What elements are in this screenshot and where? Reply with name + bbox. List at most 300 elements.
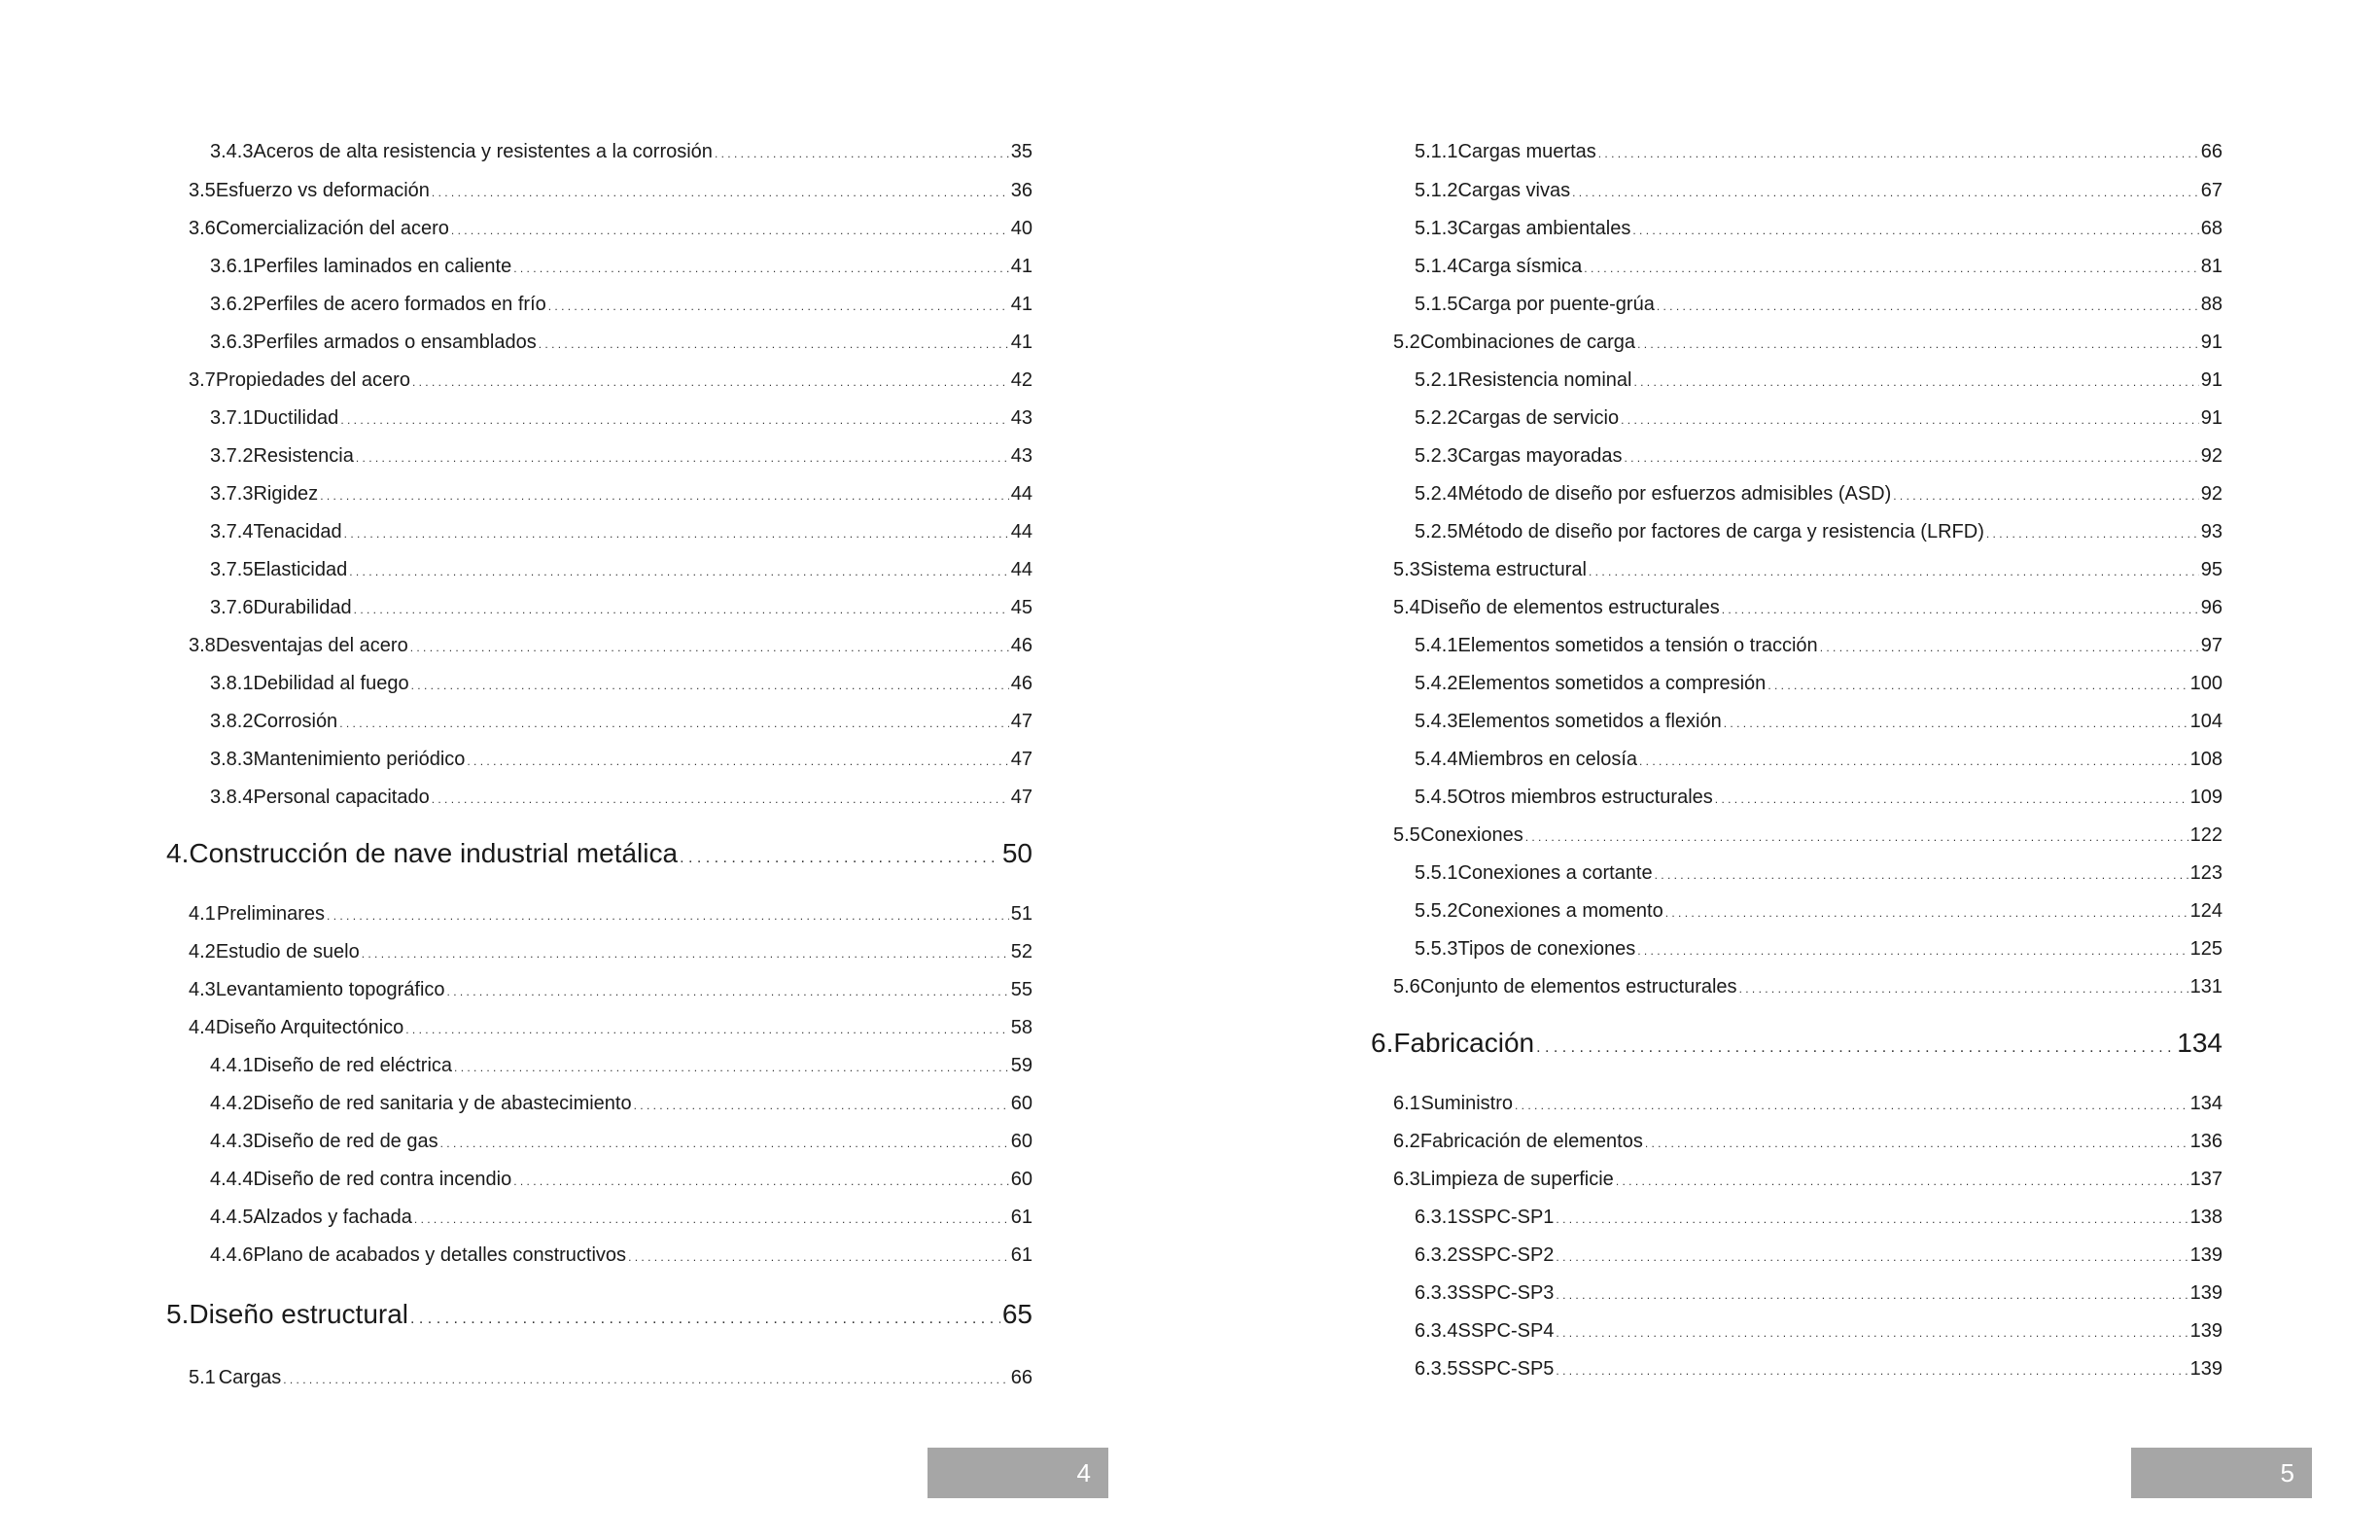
dot-leader bbox=[1633, 367, 2198, 396]
dot-leader bbox=[1589, 556, 2199, 585]
toc-entry-page: 50 bbox=[1001, 838, 1032, 868]
toc-entry-number: 3.6.1 bbox=[210, 256, 254, 277]
toc-entry-number: 6.3.3 bbox=[1415, 1282, 1458, 1304]
toc-entry-title: Mantenimiento periódico bbox=[253, 749, 466, 770]
toc-entry[interactable] bbox=[210, 518, 1032, 547]
toc-entry-number: 5.2.2 bbox=[1415, 407, 1458, 429]
dot-leader bbox=[1632, 215, 2198, 244]
toc-entry-title: Elementos sometidos a compresión bbox=[1457, 673, 1767, 694]
toc-entry[interactable] bbox=[210, 1242, 1032, 1271]
dot-leader bbox=[1556, 1204, 2188, 1233]
toc-entry-page: 42 bbox=[1010, 369, 1032, 391]
toc-entry-title: Fabricación bbox=[1393, 1028, 1535, 1058]
toc-entry-page: 137 bbox=[2189, 1169, 2222, 1190]
dot-leader bbox=[1655, 859, 2188, 889]
toc-entry-title: Cargas mayoradas bbox=[1457, 445, 1623, 467]
toc-entry-page: 92 bbox=[2200, 445, 2222, 467]
toc-entry-title: Ductilidad bbox=[253, 407, 339, 429]
toc-entry-number: 6.3.5 bbox=[1415, 1358, 1458, 1380]
toc-entry[interactable] bbox=[1393, 329, 2222, 358]
toc-entry-page: 61 bbox=[1010, 1244, 1032, 1266]
toc-entry[interactable] bbox=[210, 1166, 1032, 1195]
toc-entry[interactable] bbox=[210, 291, 1032, 320]
toc-entry[interactable] bbox=[1393, 973, 2222, 1002]
toc-entry-page: 67 bbox=[2200, 180, 2222, 201]
toc-entry-page: 131 bbox=[2189, 976, 2222, 998]
toc-entry-number: 3.6.3 bbox=[210, 332, 254, 353]
toc-entry[interactable] bbox=[1415, 291, 2222, 320]
dot-leader bbox=[1637, 329, 2199, 358]
toc-entry-title: Propiedades del acero bbox=[215, 369, 410, 391]
toc-entry-title: SSPC-SP3 bbox=[1457, 1282, 1555, 1304]
toc-entry[interactable] bbox=[210, 594, 1032, 623]
toc-entry-page: 134 bbox=[2177, 1028, 2222, 1058]
toc-entry-title: Tenacidad bbox=[253, 521, 342, 542]
toc-entry[interactable] bbox=[1393, 1166, 2222, 1195]
dot-leader bbox=[405, 1014, 1008, 1043]
toc-entry-number: 5.4.2 bbox=[1415, 673, 1458, 694]
toc-entry-title: Esfuerzo vs deformación bbox=[215, 180, 430, 201]
toc-entry-number: 5.1 bbox=[189, 1367, 216, 1388]
toc-entry[interactable] bbox=[1415, 897, 2222, 927]
toc-entry[interactable] bbox=[1415, 632, 2222, 661]
toc-entry[interactable] bbox=[1415, 746, 2222, 775]
toc-entry-number: 5.1.3 bbox=[1415, 218, 1458, 239]
dot-leader bbox=[410, 632, 1009, 661]
toc-entry-page: 47 bbox=[1010, 711, 1032, 732]
toc-entry-number: 5.2.4 bbox=[1415, 483, 1458, 505]
toc-entry[interactable] bbox=[210, 1052, 1032, 1081]
dot-leader bbox=[344, 518, 1009, 547]
toc-entry-title: Diseño de elementos estructurales bbox=[1419, 597, 1720, 618]
dot-leader bbox=[1624, 442, 2198, 472]
toc-entry-title: Resistencia nominal bbox=[1457, 369, 1632, 391]
toc-entry-number: 5.4.3 bbox=[1415, 711, 1458, 732]
toc-entry-title: Carga por puente-grúa bbox=[1457, 294, 1655, 315]
toc-chapter-entry[interactable] bbox=[166, 1297, 1032, 1337]
toc-entry-number: 3.7.4 bbox=[210, 521, 254, 542]
toc-entry[interactable] bbox=[1415, 935, 2222, 964]
dot-leader bbox=[356, 442, 1009, 472]
dot-leader bbox=[451, 215, 1009, 244]
toc-entry-page: 46 bbox=[1010, 635, 1032, 656]
dot-leader bbox=[320, 480, 1009, 509]
dot-leader bbox=[715, 138, 1009, 167]
toc-entry-page: 122 bbox=[2189, 824, 2222, 846]
toc-entry-page: 47 bbox=[1010, 787, 1032, 808]
page-number-badge: 4 bbox=[928, 1448, 1108, 1498]
toc-entry-page: 125 bbox=[2189, 938, 2222, 960]
toc-entry-title: Levantamiento topográfico bbox=[215, 979, 445, 1000]
toc-entry[interactable] bbox=[189, 1364, 1032, 1393]
toc-entry-number: 4.4 bbox=[189, 1017, 216, 1038]
toc-entry[interactable] bbox=[189, 632, 1032, 661]
toc-entry-number: 6.3.2 bbox=[1415, 1244, 1458, 1266]
toc-entry[interactable] bbox=[1393, 556, 2222, 585]
toc-entry-number: 3.7 bbox=[189, 369, 216, 391]
toc-entry-title: SSPC-SP1 bbox=[1457, 1207, 1555, 1228]
toc-entry-title: Diseño estructural bbox=[189, 1299, 409, 1329]
toc-entry-number: 6.3 bbox=[1393, 1169, 1420, 1190]
toc-entry-page: 44 bbox=[1010, 483, 1032, 505]
dot-leader bbox=[1715, 784, 2188, 813]
toc-entry-number: 4.3 bbox=[189, 979, 216, 1000]
toc-entry-title: Sistema estructural bbox=[1419, 559, 1587, 580]
dot-leader bbox=[1525, 822, 2188, 851]
toc-entry-number: 5.2.1 bbox=[1415, 369, 1458, 391]
toc-entry[interactable] bbox=[210, 670, 1032, 699]
dot-leader bbox=[1515, 1090, 2188, 1119]
toc-entry-title: Elasticidad bbox=[253, 559, 348, 580]
toc-entry[interactable] bbox=[189, 1014, 1032, 1043]
toc-entry-number: 3.8.1 bbox=[210, 673, 254, 694]
toc-entry-title: Conexiones a cortante bbox=[1457, 862, 1653, 884]
toc-entry[interactable] bbox=[210, 708, 1032, 737]
toc-entry-number: 5.5.1 bbox=[1415, 862, 1458, 884]
toc-entry-page: 52 bbox=[1010, 941, 1032, 962]
toc-entry-page: 51 bbox=[1010, 903, 1032, 925]
toc-entry-number: 3.7.6 bbox=[210, 597, 254, 618]
toc-entry-number: 5.5.3 bbox=[1415, 938, 1458, 960]
toc-entry-page: 43 bbox=[1010, 445, 1032, 467]
toc-entry-page: 124 bbox=[2189, 900, 2222, 922]
toc-entry-number: 3.7.3 bbox=[210, 483, 254, 505]
toc-entry-number: 5. bbox=[166, 1299, 190, 1329]
toc-entry-title: Preliminares bbox=[216, 903, 326, 925]
toc-entry-number: 4.4.3 bbox=[210, 1131, 254, 1152]
toc-entry-title: SSPC-SP5 bbox=[1457, 1358, 1555, 1380]
toc-entry[interactable] bbox=[210, 329, 1032, 358]
toc-entry-page: 139 bbox=[2189, 1282, 2222, 1304]
toc-entry-page: 68 bbox=[2200, 218, 2222, 239]
toc-entry-number: 5.4.1 bbox=[1415, 635, 1458, 656]
toc-entry-page: 91 bbox=[2200, 407, 2222, 429]
toc-entry[interactable] bbox=[1415, 367, 2222, 396]
toc-entry-number: 5.2.5 bbox=[1415, 521, 1458, 542]
toc-entry-number: 3.8 bbox=[189, 635, 216, 656]
toc-entry-page: 92 bbox=[2200, 483, 2222, 505]
toc-entry-number: 5.4 bbox=[1393, 597, 1420, 618]
toc-entry[interactable] bbox=[1415, 253, 2222, 282]
dot-leader bbox=[1665, 897, 2188, 927]
toc-entry-number: 5.1.4 bbox=[1415, 256, 1458, 277]
toc-entry-number: 6. bbox=[1371, 1028, 1394, 1058]
dot-leader bbox=[1724, 708, 2188, 737]
toc-entry-title: Elementos sometidos a flexión bbox=[1457, 711, 1722, 732]
toc-entry-page: 88 bbox=[2200, 294, 2222, 315]
dot-leader bbox=[1584, 253, 2198, 282]
toc-entry-title: Combinaciones de carga bbox=[1419, 332, 1636, 353]
toc-entry[interactable] bbox=[1415, 1279, 2222, 1309]
toc-chapter-entry[interactable] bbox=[166, 836, 1032, 876]
toc-entry-page: 47 bbox=[1010, 749, 1032, 770]
toc-entry-title: SSPC-SP2 bbox=[1457, 1244, 1555, 1266]
toc-entry[interactable] bbox=[210, 480, 1032, 509]
toc-entry-number: 5.3 bbox=[1393, 559, 1420, 580]
toc-entry-title: Plano de acabados y detalles constructivos bbox=[253, 1244, 627, 1266]
toc-entry-title: Cargas de servicio bbox=[1457, 407, 1620, 429]
toc-entry-page: 139 bbox=[2189, 1358, 2222, 1380]
toc-entry[interactable] bbox=[1393, 1090, 2222, 1119]
toc-entry-number: 3.6 bbox=[189, 218, 216, 239]
dot-leader bbox=[1645, 1128, 2188, 1157]
toc-entry[interactable] bbox=[1415, 1317, 2222, 1347]
toc-entry-title: Conjunto de elementos estructurales bbox=[1419, 976, 1737, 998]
toc-entry-title: Conexiones bbox=[1420, 824, 1523, 846]
toc-entry-page: 41 bbox=[1010, 332, 1032, 353]
toc-entry-page: 95 bbox=[2200, 559, 2222, 580]
toc-entry[interactable] bbox=[1415, 138, 2222, 167]
toc-entry-page: 43 bbox=[1010, 407, 1032, 429]
toc-entry-title: Conexiones a momento bbox=[1457, 900, 1663, 922]
toc-entry-page: 44 bbox=[1010, 559, 1032, 580]
toc-entry-number: 6.3.1 bbox=[1415, 1207, 1458, 1228]
toc-entry[interactable] bbox=[210, 138, 1032, 167]
toc-entry-title: Tipos de conexiones bbox=[1457, 938, 1636, 960]
toc-entry-title: Diseño de red contra incendio bbox=[253, 1169, 512, 1190]
dot-leader bbox=[634, 1090, 1009, 1119]
toc-entry-number: 5.4.5 bbox=[1415, 787, 1458, 808]
toc-entry-page: 100 bbox=[2189, 673, 2222, 694]
toc-entry-page: 60 bbox=[1010, 1169, 1032, 1190]
dot-leader bbox=[447, 976, 1009, 1005]
toc-entry-number: 4.4.2 bbox=[210, 1093, 254, 1114]
toc-entry-number: 5.4.4 bbox=[1415, 749, 1458, 770]
dot-leader bbox=[1621, 404, 2199, 434]
toc-entry-page: 81 bbox=[2200, 256, 2222, 277]
toc-entry-title: Cargas ambientales bbox=[1457, 218, 1631, 239]
toc-entry[interactable] bbox=[210, 1204, 1032, 1233]
dot-leader bbox=[1657, 291, 2199, 320]
toc-entry-number: 4.2 bbox=[189, 941, 216, 962]
toc-entry-page: 91 bbox=[2200, 369, 2222, 391]
toc-entry-title: Construcción de nave industrial metálica bbox=[189, 838, 679, 868]
toc-entry[interactable] bbox=[1415, 859, 2222, 889]
toc-entry-page: 138 bbox=[2189, 1207, 2222, 1228]
toc-entry-title: Método de diseño por esfuerzos admisibles (ASD) bbox=[1457, 483, 1892, 505]
toc-entry-title: Perfiles laminados en caliente bbox=[253, 256, 512, 277]
toc-entry-title: Comercialización del acero bbox=[215, 218, 449, 239]
toc-entry-number: 5.1.5 bbox=[1415, 294, 1458, 315]
toc-entry-page: 96 bbox=[2200, 597, 2222, 618]
toc-entry-page: 61 bbox=[1010, 1207, 1032, 1228]
toc-entry-number: 5.1.1 bbox=[1415, 141, 1458, 162]
toc-entry-number: 5.5 bbox=[1393, 824, 1420, 846]
toc-entry-number: 6.3.4 bbox=[1415, 1320, 1458, 1342]
dot-leader bbox=[339, 708, 1009, 737]
dot-leader bbox=[1616, 1166, 2188, 1195]
toc-entry-page: 104 bbox=[2189, 711, 2222, 732]
toc-entry-page: 60 bbox=[1010, 1093, 1032, 1114]
dot-leader bbox=[412, 367, 1009, 396]
toc-entry-number: 3.7.2 bbox=[210, 445, 254, 467]
toc-entry[interactable] bbox=[189, 938, 1032, 967]
toc-entry-title: SSPC-SP4 bbox=[1457, 1320, 1555, 1342]
toc-entry[interactable] bbox=[1393, 822, 2222, 851]
toc-entry-title: Durabilidad bbox=[253, 597, 352, 618]
toc-entry-page: 35 bbox=[1010, 141, 1032, 162]
toc-entry-title: Cargas muertas bbox=[1457, 141, 1596, 162]
toc-entry[interactable] bbox=[210, 1128, 1032, 1157]
toc-entry-number: 4.4.1 bbox=[210, 1055, 254, 1076]
toc-entry[interactable] bbox=[1415, 1204, 2222, 1233]
toc-entry-page: 41 bbox=[1010, 294, 1032, 315]
toc-entry[interactable] bbox=[1415, 518, 2222, 547]
dot-leader bbox=[1598, 138, 2199, 167]
toc-entry[interactable] bbox=[1393, 594, 2222, 623]
toc-entry-number: 3.7.5 bbox=[210, 559, 254, 580]
toc-entry-page: 123 bbox=[2189, 862, 2222, 884]
dot-leader bbox=[1739, 973, 2188, 1002]
toc-entry-page: 40 bbox=[1010, 218, 1032, 239]
toc-entry-title: Suministro bbox=[1420, 1093, 1513, 1114]
right-page bbox=[1190, 0, 2380, 1540]
toc-entry[interactable] bbox=[1415, 442, 2222, 472]
toc-entry-page: 93 bbox=[2200, 521, 2222, 542]
toc-entry[interactable] bbox=[189, 900, 1032, 929]
toc-chapter-entry[interactable] bbox=[1371, 1026, 2222, 1066]
toc-entry-page: 108 bbox=[2189, 749, 2222, 770]
toc-entry[interactable] bbox=[1415, 708, 2222, 737]
toc-entry[interactable] bbox=[1415, 404, 2222, 434]
toc-entry-title: Resistencia bbox=[253, 445, 354, 467]
toc-entry-title: Diseño Arquitectónico bbox=[215, 1017, 404, 1038]
dot-leader bbox=[1556, 1317, 2188, 1347]
toc-entry-title: Estudio de suelo bbox=[215, 941, 360, 962]
toc-entry[interactable] bbox=[210, 404, 1032, 434]
toc-entry-number: 6.1 bbox=[1393, 1093, 1420, 1114]
toc-entry[interactable] bbox=[189, 976, 1032, 1005]
toc-entry-number: 3.8.3 bbox=[210, 749, 254, 770]
toc-entry[interactable] bbox=[1415, 1355, 2222, 1384]
toc-entry-number: 3.5 bbox=[189, 180, 216, 201]
dot-leader bbox=[411, 670, 1009, 699]
toc-entry-number: 3.7.1 bbox=[210, 407, 254, 429]
toc-entry-title: Rigidez bbox=[253, 483, 319, 505]
toc-entry[interactable] bbox=[1415, 177, 2222, 206]
dot-leader bbox=[362, 938, 1009, 967]
dot-leader bbox=[1722, 594, 2199, 623]
toc-entry-title: Fabricación de elementos bbox=[1419, 1131, 1643, 1152]
toc-entry[interactable] bbox=[1393, 1128, 2222, 1157]
toc-entry-number: 5.5.2 bbox=[1415, 900, 1458, 922]
toc-entry-number: 4.4.5 bbox=[210, 1207, 254, 1228]
dot-leader bbox=[1639, 746, 2188, 775]
toc-entry-page: 66 bbox=[2200, 141, 2222, 162]
toc-entry-number: 5.1.2 bbox=[1415, 180, 1458, 201]
dot-leader bbox=[1572, 177, 2199, 206]
toc-entry[interactable] bbox=[210, 1090, 1032, 1119]
dot-leader bbox=[539, 329, 1009, 358]
toc-entry-title: Miembros en celosía bbox=[1457, 749, 1638, 770]
toc-entry-number: 4.1 bbox=[189, 903, 216, 925]
toc-entry-title: Personal capacitado bbox=[253, 787, 430, 808]
dot-leader bbox=[1536, 1026, 2175, 1066]
toc-entry-page: 45 bbox=[1010, 597, 1032, 618]
toc-entry[interactable] bbox=[210, 784, 1032, 813]
toc-entry-title: Perfiles armados o ensamblados bbox=[253, 332, 537, 353]
toc-entry[interactable] bbox=[210, 253, 1032, 282]
toc-entry-number: 4.4.6 bbox=[210, 1244, 254, 1266]
dot-leader bbox=[340, 404, 1008, 434]
dot-leader bbox=[1820, 632, 2199, 661]
dot-leader bbox=[410, 1297, 1000, 1337]
toc-entry-title: Aceros de alta resistencia y resistentes a la corrosión bbox=[253, 141, 713, 162]
toc-entry-number: 3.8.2 bbox=[210, 711, 254, 732]
toc-entry-title: Diseño de red eléctrica bbox=[253, 1055, 453, 1076]
toc-entry-page: 59 bbox=[1010, 1055, 1032, 1076]
toc-entry-title: Otros miembros estructurales bbox=[1457, 787, 1713, 808]
toc-entry[interactable] bbox=[1415, 670, 2222, 699]
toc-entry-number: 5.6 bbox=[1393, 976, 1420, 998]
toc-entry-page: 136 bbox=[2189, 1131, 2222, 1152]
dot-leader bbox=[1556, 1355, 2188, 1384]
toc-entry-number: 6.2 bbox=[1393, 1131, 1420, 1152]
toc-entry-title: Diseño de red de gas bbox=[253, 1131, 438, 1152]
toc-entry-title: Corrosión bbox=[253, 711, 338, 732]
toc-entry-page: 46 bbox=[1010, 673, 1032, 694]
toc-entry-number: 5.2.3 bbox=[1415, 445, 1458, 467]
dot-leader bbox=[1556, 1242, 2188, 1271]
toc-entry-page: 66 bbox=[1010, 1367, 1032, 1388]
toc-entry-title: Elementos sometidos a tensión o tracción bbox=[1457, 635, 1818, 656]
toc-entry-number: 3.4.3 bbox=[210, 141, 254, 162]
toc-entry[interactable] bbox=[210, 556, 1032, 585]
toc-entry[interactable] bbox=[210, 746, 1032, 775]
toc-entry[interactable] bbox=[189, 215, 1032, 244]
dot-leader bbox=[327, 900, 1009, 929]
toc-entry-page: 65 bbox=[1001, 1299, 1032, 1329]
toc-entry[interactable] bbox=[1415, 1242, 2222, 1271]
dot-leader bbox=[680, 836, 1000, 876]
toc-entry[interactable] bbox=[189, 367, 1032, 396]
toc-entry-title: Limpieza de superficie bbox=[1419, 1169, 1614, 1190]
toc-entry-page: 44 bbox=[1010, 521, 1032, 542]
toc-entry-page: 134 bbox=[2189, 1093, 2222, 1114]
toc-entry-title: Método de diseño por factores de carga y resistencia (LRFD) bbox=[1457, 521, 1984, 542]
toc-entry[interactable] bbox=[1415, 480, 2222, 509]
toc-entry[interactable] bbox=[189, 177, 1032, 206]
page-number-badge: 5 bbox=[2131, 1448, 2312, 1498]
dot-leader bbox=[1893, 480, 2198, 509]
dot-leader bbox=[440, 1128, 1009, 1157]
toc-entry-page: 139 bbox=[2189, 1320, 2222, 1342]
dot-leader bbox=[1637, 935, 2188, 964]
dot-leader bbox=[454, 1052, 1009, 1081]
toc-entry[interactable] bbox=[1415, 215, 2222, 244]
toc-entry[interactable] bbox=[210, 442, 1032, 472]
table-of-contents bbox=[1190, 0, 2380, 1540]
toc-entry-page: 55 bbox=[1010, 979, 1032, 1000]
dot-leader bbox=[1986, 518, 2199, 547]
toc-entry-page: 97 bbox=[2200, 635, 2222, 656]
dot-leader bbox=[283, 1364, 1009, 1393]
dot-leader bbox=[513, 253, 1009, 282]
toc-entry-title: Cargas bbox=[218, 1367, 282, 1388]
toc-entry-page: 36 bbox=[1010, 180, 1032, 201]
toc-entry-number: 3.8.4 bbox=[210, 787, 254, 808]
toc-entry[interactable] bbox=[1415, 784, 2222, 813]
toc-entry-page: 58 bbox=[1010, 1017, 1032, 1038]
toc-entry-title: Carga sísmica bbox=[1457, 256, 1583, 277]
toc-entry-page: 60 bbox=[1010, 1131, 1032, 1152]
toc-entry-number: 5.2 bbox=[1393, 332, 1420, 353]
dot-leader bbox=[628, 1242, 1009, 1271]
toc-entry-title: Perfiles de acero formados en frío bbox=[253, 294, 546, 315]
dot-leader bbox=[432, 177, 1009, 206]
toc-entry-number: 4.4.4 bbox=[210, 1169, 254, 1190]
dot-leader bbox=[1768, 670, 2188, 699]
